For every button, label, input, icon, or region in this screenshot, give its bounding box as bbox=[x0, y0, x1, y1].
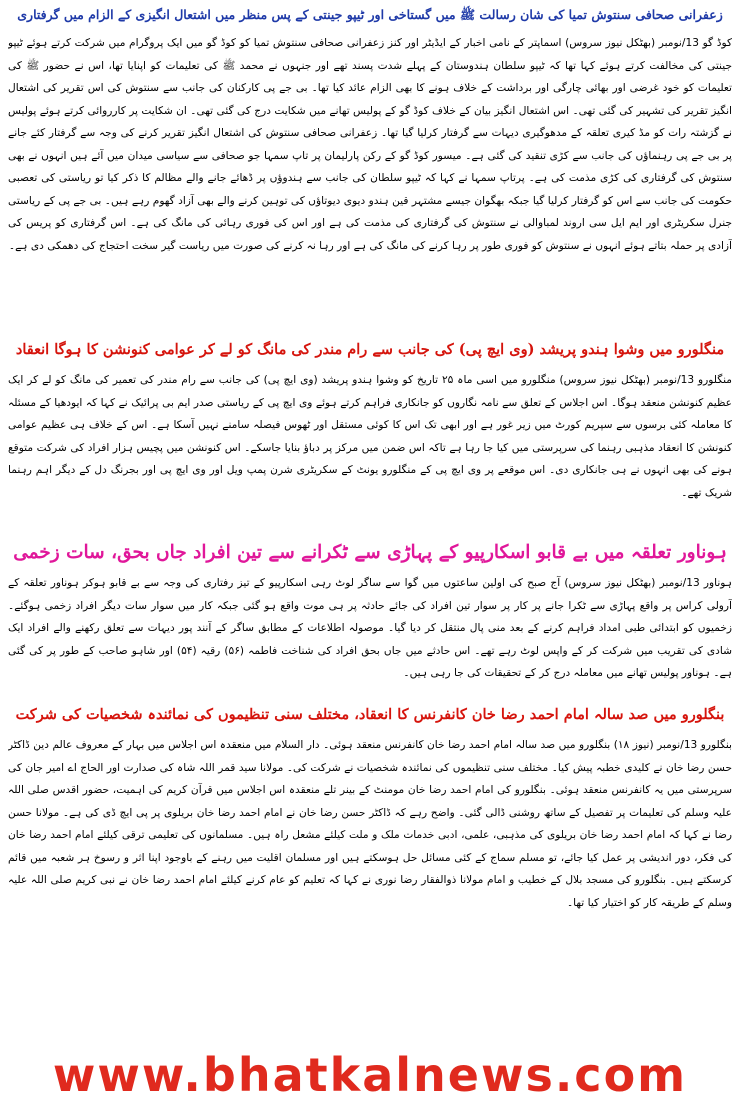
article-raza-khan-conference bbox=[8, 700, 732, 1058]
article-body-honnavar-accident: ہوناور 13/نومبر (بھٹکل نیوز سروس) آج صبح کی اولین ساعتوں میں گوا سے ساگر لوٹ رہی اسکارپیو کے تیز رفتاری کی وجہ سے بے قابو ہوکر ہوناور تعلقہ کے آرولی کراس پر واقع پہاڑی سے ٹکرا جانے پر کار پر سوار تین افراد کی جائے حادثہ پر ہی موت واقع ہو گئی جبکہ کار میں سوار سات دیگر افراد زخمی ہوگئے۔ زخمیوں کو ابتدائی طبی امداد فراہم کرنے کے بعد منی پال منتقل کر دیا گیا۔ موصولہ اطلاعات کے مطابق ساگر کے آنند پور دیہات سے تعلق رکھنے والے افراد ایک شادی کی تقریب میں شرکت کر کے واپس لوٹ رہے تھے۔ اس حادثے میں جاں بحق افراد کی شناخت فاطمہ (۵۶) رقیہ (۵۴) اور شاہو صاحب کے طور پر کی گئی ہے۔ ہوناور پولیس تھانے میں معاملہ درج کر کے تحقیقات کی جا رہی ہیں۔ bbox=[8, 577, 732, 679]
headline-vhp-convention: منگلورو میں وشوا ہندو پریشد (وی ایچ پی) کی جانب سے رام مندر کی مانگ کو لے کر عوامی کنونشن کا ہوگا انعقاد bbox=[15, 341, 725, 358]
article-tipu-journalist-arrest bbox=[8, 2, 732, 347]
footer-website-banner: www.bhatkalnews.com bbox=[52, 1048, 688, 1102]
article-honnavar-accident bbox=[8, 538, 732, 718]
headline-journalist-arrest: زعفرانی صحافی سنتوش تمیا کی شان رسالت ﷺ میں گستاخی اور ٹیپو جینتی کے پس منظر میں اشتعال انگیزی کے الزام میں گرفتاری bbox=[17, 7, 723, 22]
headline-honnavar-accident: ہوناور تعلقہ میں بے قابو اسکارپیو کے پہاڑی سے ٹکرانے سے تین افراد جاں بحق، سات زخمی bbox=[13, 542, 727, 563]
article-body-raza-khan-conference: بنگلورو 13/نومبر (نیوز ۱۸) بنگلورو میں صد سالہ امام احمد رضا خان کانفرنس منعقد ہوئی۔ دار السلام میں منعقدہ اس اجلاس میں بہار کے معروف عالم دین ڈاکٹر حسن رضا خان نے کلیدی خطبہ پیش کیا۔ مختلف سنی تنظیموں کی نمائندہ شخصیات نے شرکت کی۔ مولانا سید قمر اللہ شاہ کی صدارت اور الحاج اے امیر جان کی سرپرستی میں یہ کانفرنس منعقد ہوئی۔ بنگلورو کی امام احمد رضا خان مومنٹ کے بینر تلے منعقدہ اس اجلاس میں قرآن کریم کی اہمیت، حضور اقدس صلی اللہ علیہ وسلم کی تعلیمات پر تفصیل کے ساتھ روشنی ڈالی گئی۔ واضح رہے کہ ڈاکٹر حسن رضا خان نے امام احمد رضا خان بریلوی پر پی ایچ ڈی کی ہے۔ مولانا حسن رضا نے کہا کہ امام احمد رضا خان بریلوی کی مذہبی، علمی، ادبی خدمات ملک و ملت کیلئے مشعل راہ ہیں۔ مسلمانوں کی تعلیمی ترقی کیلئے امام احمد رضا خان کی فکر، دور اندیشی پر عمل کیا جائے، تو مسلم سماج کے کئی مسائل حل ہوسکتے ہیں اور مسلمان اقلیت میں رہنے کے باوجود اپنا اثر و رسوخ ہر شعبہ میں قائم کرسکتے ہیں۔ بنگلورو کی مسجد بلال کے خطیب و امام مولانا ذوالفقار رضا نوری نے کہا کہ تعلیم کو عام کرنے کیلئے امام احمد رضا خان نے نبی کریم صلی اللہ علیہ وسلم کے طریقہ کار کو اختیار کیا تھا۔ bbox=[8, 739, 732, 909]
article-body-vhp-convention: منگلورو 13/نومبر (بھٹکل نیوز سروس) منگلورو میں اسی ماہ ۲۵ تاریخ کو وشوا ہندو پریشد (وی ایچ پی) کی جانب سے رام مندر کی تعمیر کی مانگ کو لے کر ایک عظیم کنونشن منعقد ہوگا۔ اس اجلاس کے تعلق سے نامہ نگاروں کو جانکاری فراہم کرتے ہوئے وی ایچ پی کے ریاستی صدر ایم بی پرائیک نے کہا کہ ایودھیا کے مسئلہ کا معاملہ کئی برسوں سے سپریم کورٹ میں زیر غور ہے اور ابھی تک اس کا کوئی مستقل اور ٹھوس فیصلہ سامنے نہیں آسکا ہے۔ اس کے خلاف ہی عظیم عوامی کنونشن کا انعقاد مذہبی رہنما کی سرپرستی میں کیا جا رہا ہے تاکہ اس ضمن میں مرکز پر دباؤ بنایا جاسکے۔ اس کنونشن میں پچیس ہزار افراد کی شرکت متوقع ہونے کی بھی انہوں نے ہی جانکاری دی۔ اس موقعے پر وی ایچ پی کے منگلورو یونٹ کے سکریٹری شرن پمپ ویل اور وی ایچ پی اور بجرنگ دل کے دیگر اہم رہنما شریک تھے۔ bbox=[8, 374, 732, 499]
article-vhp-convention bbox=[8, 335, 732, 563]
article-body-journalist-arrest: کوڈ گو 13/نومبر (بھٹکل نیوز سروس) اسماپتر کے نامی اخبار کے ایڈیٹر اور کنز زعفرانی صحافی سنتوش تمیا کو کوڈ گو میں ایک پروگرام میں شرکت کرتے ہوئے ٹیپو جینتی کی مخالفت کرتے ہوئے کہا تھا کہ ٹیپو سلطان ہندوستان کے پہلے شدت پسند تھے اور جنہوں نے محمد ﷺ کی تعلیمات کو اپنایا تھا، اس نے حضور ﷺ کی تعلیمات کو خود غرضی اور بھائی چارگی اور برداشت کے خلاف ہونے کا بھی الزام عائد کیا تھا۔ بی جے پی کارکنان کی جانب سے سنتوش کی اس تقریر کی اشتعال انگیز تقریر کی تشہیر کی گئی تھی۔ اس اشتعال انگیز بیان کے خلاف کوڈ گو کے پولیس تھانے میں شکایت درج کی گئی تھی۔ ان شکایت پر کارروائی کرتے ہوئے پولیس نے گزشتہ رات کو مڈ کیری تعلقہ کے مدھوگیری دیہات سے گرفتار کرلیا گیا تھا۔ زعفرانی صحافی سنتوش کی اشتعال انگیز تقریر کرنے کی وجہ سے گرفتار کئے جانے پر بی جے پی رہنماؤں کی جانب سے کڑی تنقید کی گئی ہے۔ میسور کوڈ گو کے رکن پارلیمان پر تاپ سمہا جو صحافی سے سیاسی میدان میں آئے ہیں انہوں نے بھی سنتوش کی گرفتاری کی کڑی مذمت کی ہے۔ پرتاپ سمہا نے کہا کہ ٹیپو سلطان کی جانب سے ہندوؤں پر ڈھائے جانے والے مظالم کا ذکر کیا تو ریاستی کی تعصبی حکومت کی جانب سے اس کو گرفتار کرلیا گیا جبکہ بھگوان جیسے مشتہر قین ہندو دیوی دیوتاؤں کی توہین کرنے والے بھی آزاد گھوم رہے ہیں۔ بی جے پی کے ریاستی جنرل سکریٹری اور ایم ایل سی اروند لمباوالی نے سنتوش کی گرفتاری کی مذمت کی ہے اور اس کی فوری رہائی کی مانگ کی ہے۔ اس گرفتاری کو پریس کی آزادی پر حملہ بتاتے ہوئے انہوں نے سنتوش کو فوری طور پر رہا کرنے کی مانگ کی ہے اور رہا نہ کرنے کی صورت میں ریاست گیر سخت احتجاج کی دھمکی دی ہے۔ bbox=[8, 37, 732, 252]
headline-raza-khan-conference: بنگلورو میں صد سالہ امام احمد رضا خان کانفرنس کا انعقاد، مختلف سنی تنظیموں کی نمائندہ شخصیات کی شرکت bbox=[15, 706, 725, 723]
